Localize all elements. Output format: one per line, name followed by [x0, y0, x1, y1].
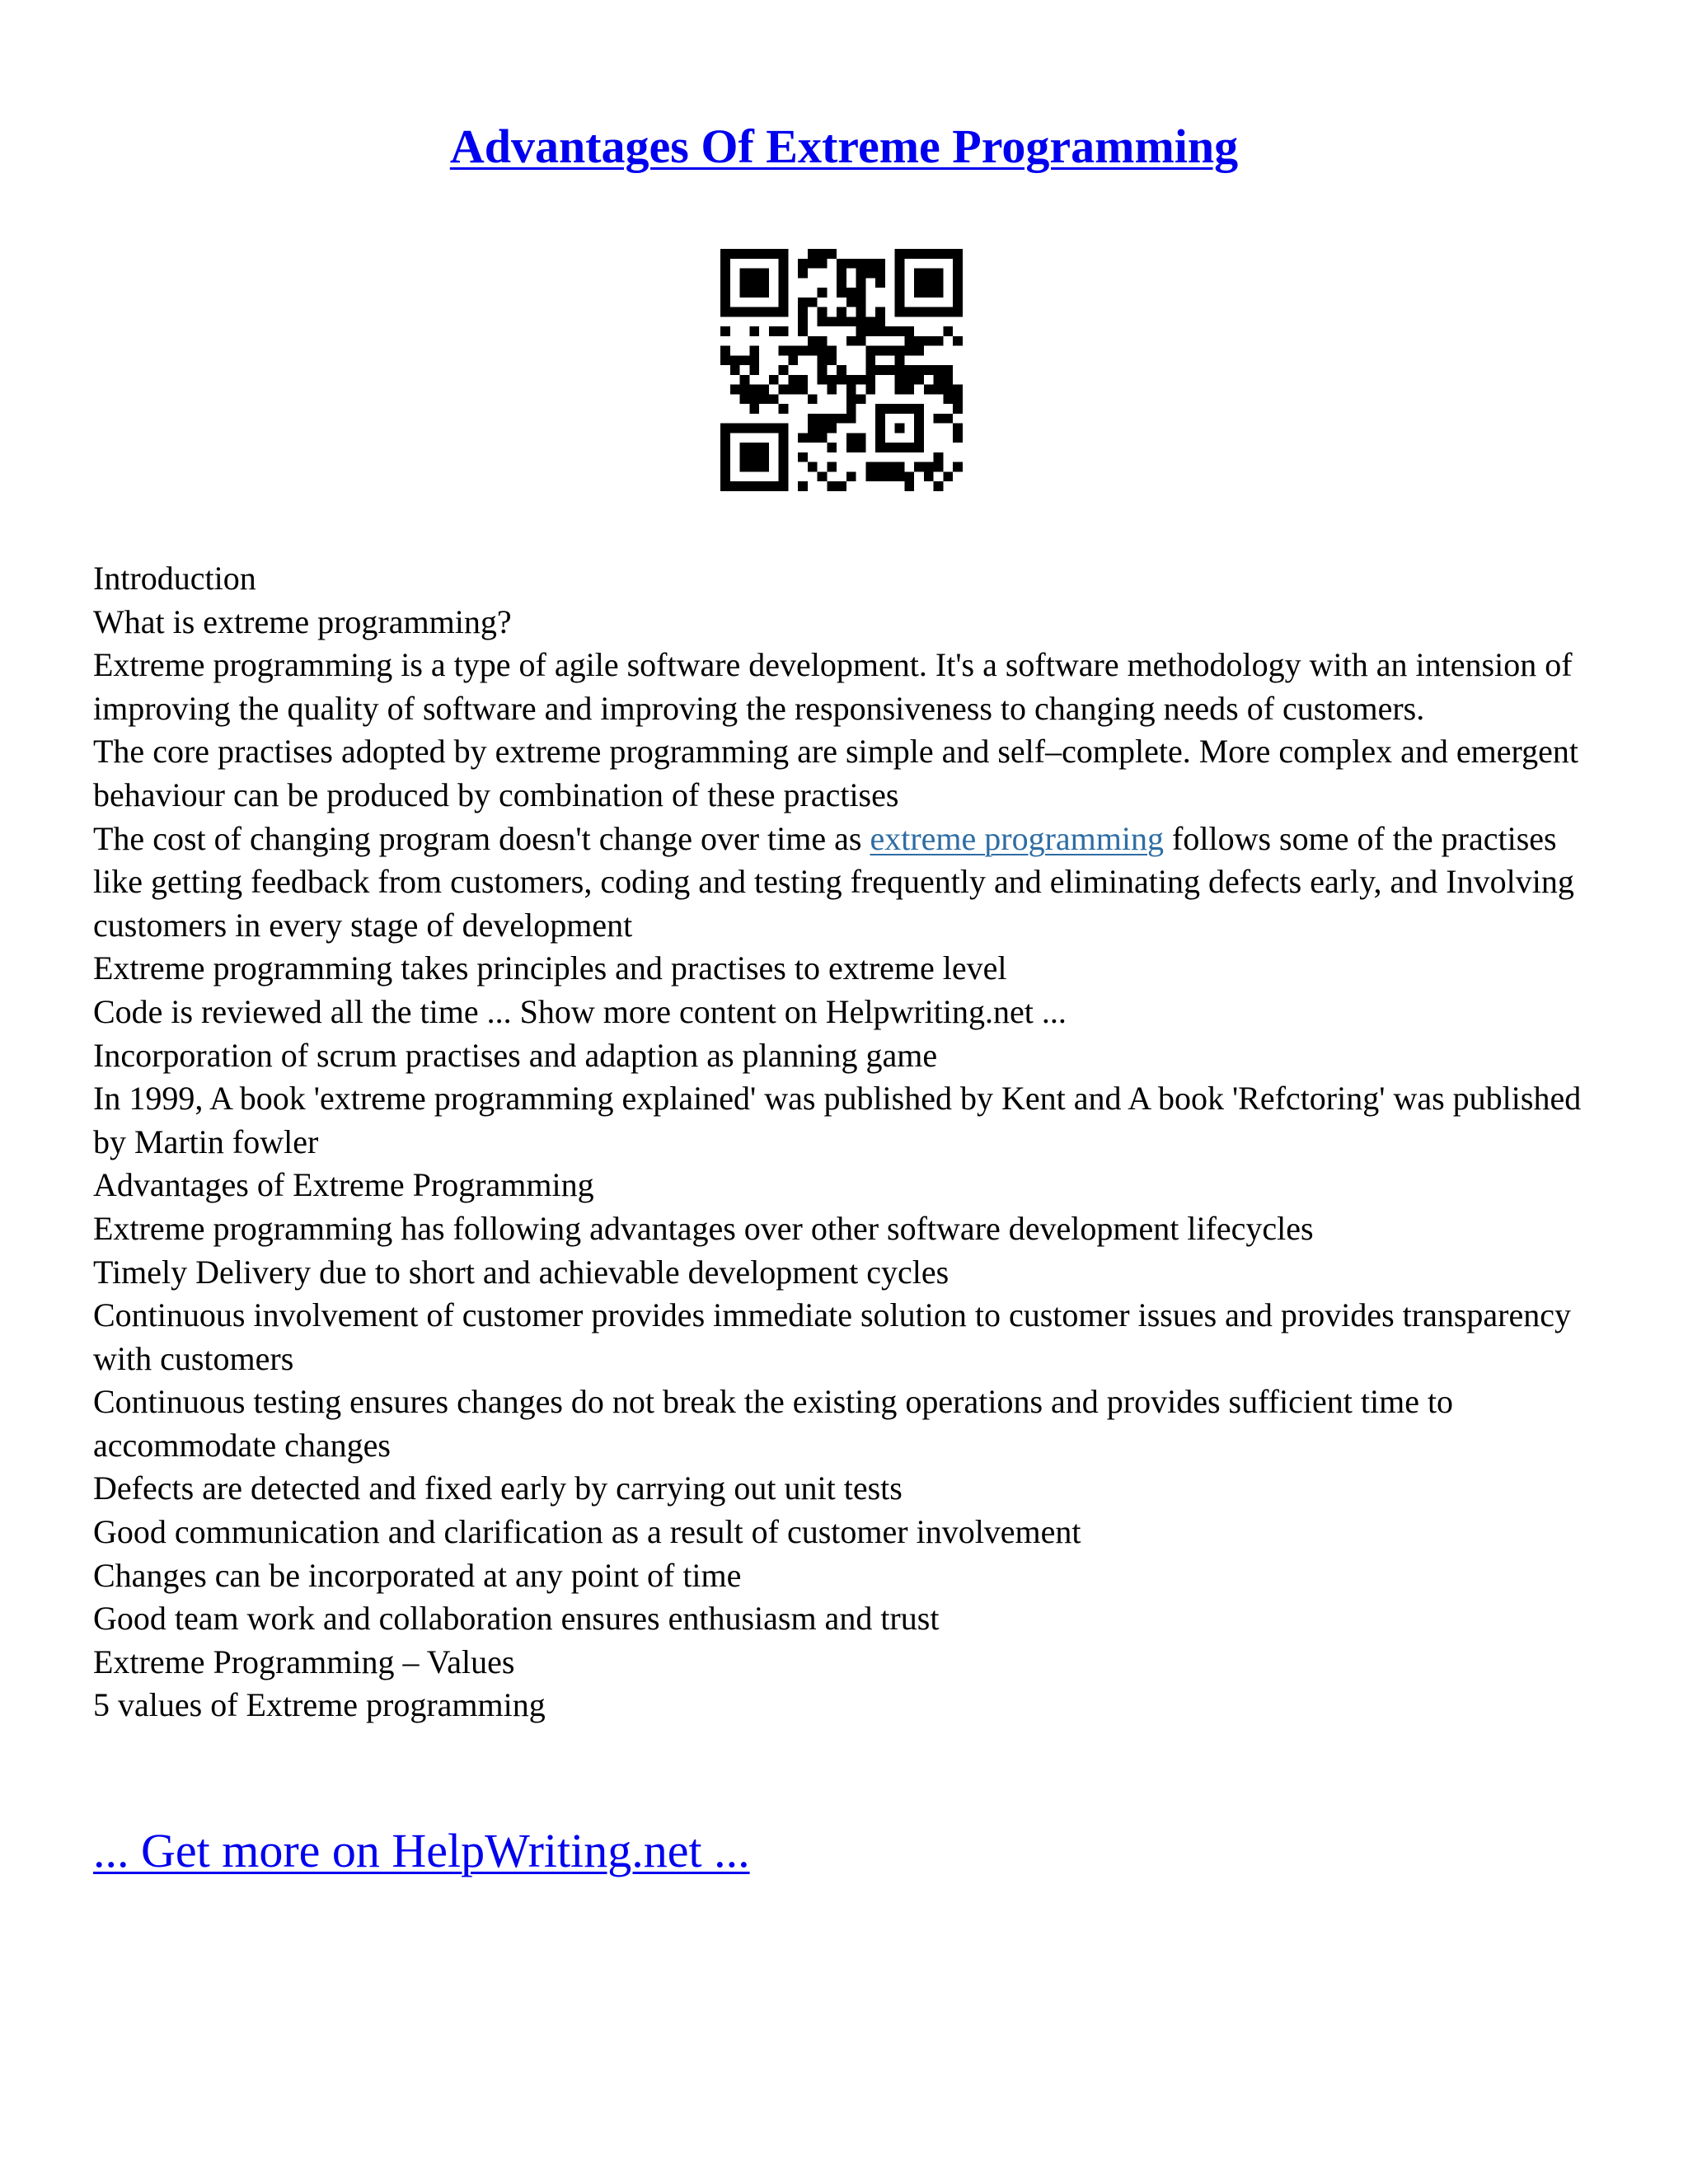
paragraph: 5 values of Extreme programming	[93, 1686, 546, 1724]
paragraph: What is extreme programming?	[93, 602, 512, 640]
paragraph: Extreme programming has following advantages over other software development lifecycles	[93, 1209, 1314, 1247]
paragraph-text: follows some of the practises like getting feedback from customers, coding and testing frequently and eliminating defects early, and Involving customers in every stage of development	[93, 819, 1574, 944]
paragraph: Code is reviewed all the time ... Show more content on Helpwriting.net ...	[93, 992, 1067, 1030]
get-more-link[interactable]: ... Get more on HelpWriting.net ...	[93, 1824, 750, 1877]
get-more-container	[93, 1818, 750, 1884]
paragraph: In 1999, A book 'extreme programming explained' was published by Kent and A book 'Refctoring' was published by Martin fowler	[93, 1080, 1582, 1160]
extreme-programming-link[interactable]: extreme programming	[870, 819, 1165, 857]
paragraph: Continuous involvement of customer provides immediate solution to customer issues and provides transparency with customers	[93, 1296, 1572, 1377]
paragraph-text: The cost of changing program doesn't change over time as	[93, 819, 870, 857]
paragraph: Changes can be incorporated at any point of time	[93, 1556, 742, 1594]
paragraph: Timely Delivery due to short and achievable development cycles	[93, 1253, 950, 1291]
qr-code	[720, 249, 963, 491]
paragraph: Good communication and clarification as a result of customer involvement	[93, 1513, 1081, 1551]
paragraph: Advantages of Extreme Programming	[93, 1166, 594, 1204]
article-body	[93, 557, 1601, 1727]
paragraph: Extreme programming takes principles and practises to extreme level	[93, 949, 1007, 987]
paragraph: Extreme Programming – Values	[93, 1643, 515, 1680]
paragraph: Incorporation of scrum practises and adaption as planning game	[93, 1036, 938, 1074]
paragraph: Introduction	[93, 560, 256, 597]
paragraph: Continuous testing ensures changes do not break the existing operations and provides sufficient time to accommodate changes	[93, 1383, 1454, 1464]
paragraph: Good team work and collaboration ensures enthusiasm and trust	[93, 1600, 940, 1638]
page-title	[0, 114, 1688, 180]
paragraph: The core practises adopted by extreme programming are simple and self–complete. More complex and emergent behaviour can be produced by combination of these practises	[93, 733, 1578, 813]
paragraph-with-link	[93, 818, 1601, 948]
paragraph: Extreme programming is a type of agile software development. It's a software methodology with an intension of improving the quality of software and improving the responsiveness to changing needs of customers.	[93, 646, 1573, 727]
paragraph: Defects are detected and fixed early by carrying out unit tests	[93, 1469, 903, 1507]
title-link[interactable]: Advantages Of Extreme Programming	[449, 120, 1239, 173]
